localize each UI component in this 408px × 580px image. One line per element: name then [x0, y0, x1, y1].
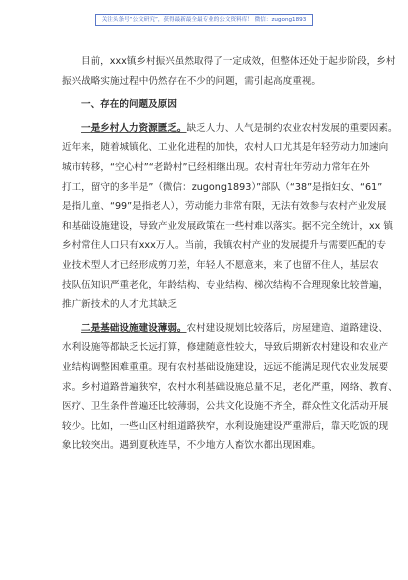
point2-line: 医疗、卫生条件普遍还比较薄弱，公共文化设施不齐全，群众性文化活动开展 — [62, 401, 389, 413]
point1-line: 城市转移，“空心村”“老龄村”已经相继出现。农村青壮年劳动力常年在外 — [62, 161, 370, 173]
point1-line: 和基础设施建设，导致产业发展政策在一些村难以落实。据不完全统计，xx 镇 — [62, 220, 393, 232]
section-heading: 一、存在的问题及原因 — [81, 99, 177, 111]
point2-line: 求。乡村道路普遍狭窄，农村水利基础设施总量不足，老化严重，网络、教育、 — [62, 381, 398, 393]
point1-line: 推广新技术的人才尤其缺乏 — [62, 299, 178, 311]
point2-first-line — [62, 319, 388, 339]
promo-banner: 关注头条号“公文研究”，获得最新最全最专业的公文资料库！ 微信：zugong1893 — [95, 14, 314, 26]
point1-line: 业技术型人才已经形成剪刀差，年轻人不愿意来，来了也留不住人，基层农 — [62, 259, 379, 271]
point2-line: 业结构调整困难重重。现有农村基础设施建设，远远不能满足现代农业发展要 — [62, 361, 389, 373]
point2-heading: 二是基础设施建设薄弱。 — [81, 322, 187, 334]
point2-first-line-text: 农村建设规划比较落后，房屋建造、道路建设、 — [186, 322, 388, 334]
point1-line: 技队伍知识严重老化，年龄结构、专业结构、梯次结构不合理现象比较普遍， — [62, 279, 389, 291]
point2-line: 水利设施等都缺乏长远打算，修建随意性较大，导致后期新农村建设和农业产 — [62, 342, 389, 354]
point1-line: 打工，留守的多半是”（微信：zugong1893）”部队（“38”是指妇女、“61” — [62, 181, 383, 193]
document-body — [62, 52, 398, 456]
promo-banner-wrap — [0, 6, 408, 26]
point2-line: 象比较突出。遇到夏秋连旱，不少地方人畜饮水都出现困难。 — [62, 440, 322, 452]
intro-line: 目前，xxx镇乡村振兴虽然取得了一定成效，但整体还处于起步阶段，乡村 — [81, 56, 396, 67]
point1-heading: 一是乡村人力资源匮乏。 — [81, 122, 187, 134]
point1-line: 近年来，随着城镇化、工业化进程的加快，农村人口尤其是年轻劳动力加速向 — [62, 142, 389, 154]
point1-first-line — [62, 119, 398, 139]
point1-line: 是指儿童、“99”是指老人），劳动能力非常有限，无法有效参与农村产业发展 — [62, 201, 387, 213]
point2-line: 较少。比如，一些山区村组道路狭窄，水利设施建设严重滞后，靠天吃饭的现 — [62, 420, 389, 432]
point1-first-line-text: 缺乏人力、人气是制约农业农村发展的重要因素。 — [186, 122, 398, 134]
point1-line: 乡村常住人口只有xxx万人。当前，我镇农村产业的发展提升与需要匹配的专 — [62, 240, 387, 252]
intro-line: 振兴战略实施过程中仍然存在不少的问题，需引起高度重视。 — [62, 75, 322, 87]
